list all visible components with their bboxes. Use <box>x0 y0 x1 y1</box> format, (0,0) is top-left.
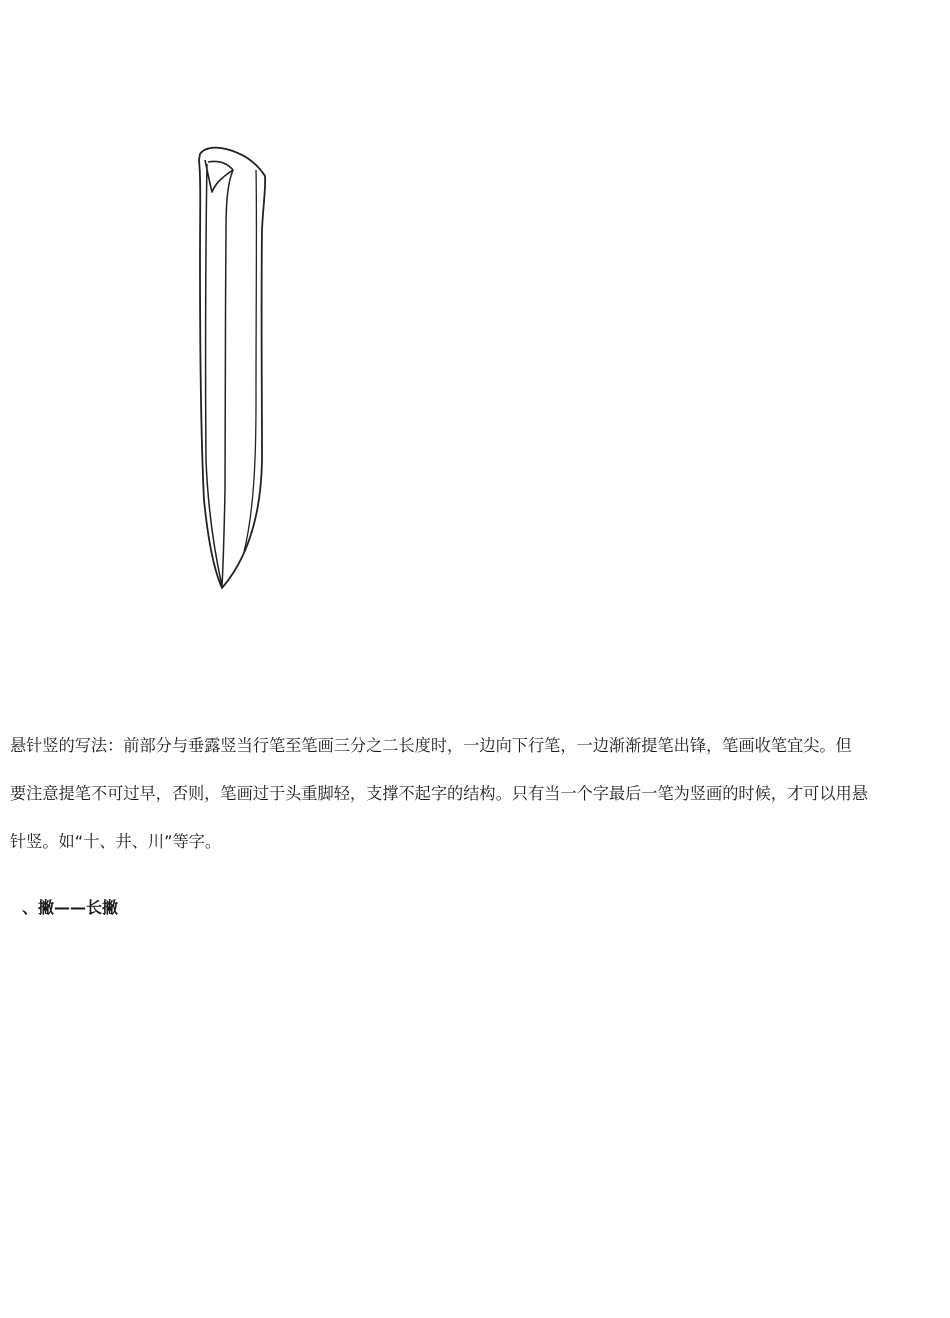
xuanzhen-shu-stroke-icon <box>186 140 276 600</box>
paragraph-line: 针竖。如“十、井、川”等字。 <box>10 832 222 851</box>
paragraph-line: 要注意提笔不可过早，否则，笔画过于头重脚轻，支撑不起字的结构。只有当一个字最后一笔为竖画的时候，才可以用悬 <box>10 784 868 803</box>
stroke-description-paragraph <box>10 722 945 866</box>
section-heading: 、撇——长撇 <box>22 898 119 917</box>
paragraph-line: 悬针竖的写法：前部分与垂露竖当行笔至笔画三分之二长度时，一边向下行笔，一边渐渐提笔出锋，笔画收笔宜尖。但 <box>10 736 852 755</box>
